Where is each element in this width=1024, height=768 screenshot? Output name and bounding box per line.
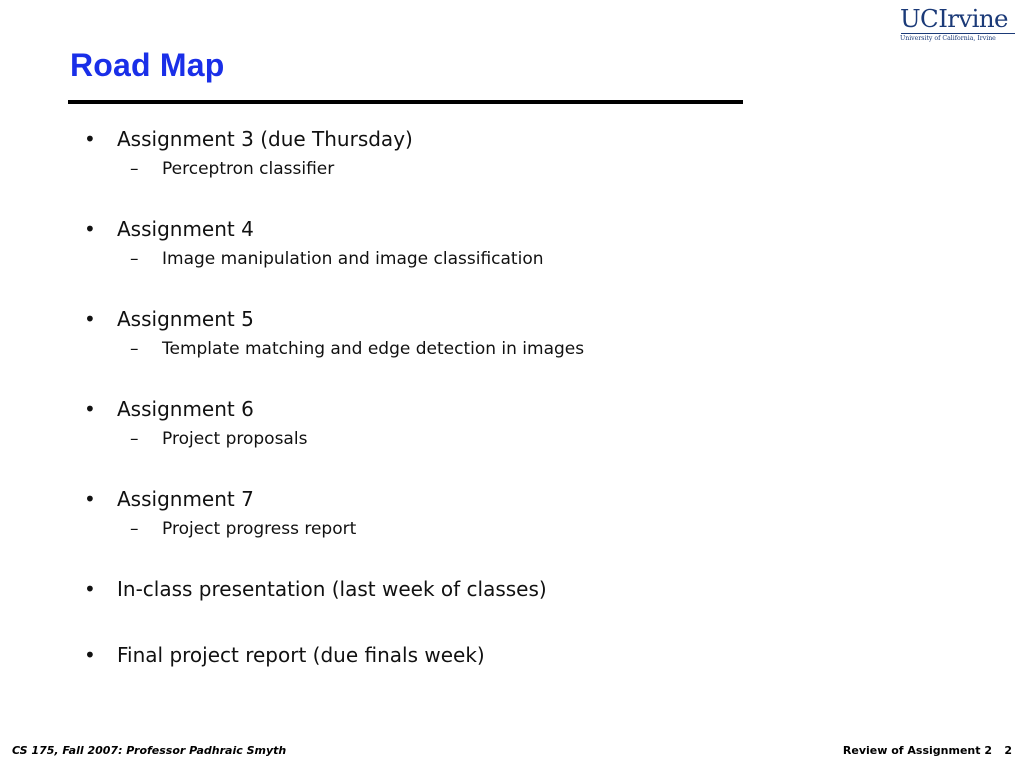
bullet-text: In-class presentation (last week of classes) bbox=[117, 577, 547, 601]
bullet-dot: • bbox=[84, 127, 96, 151]
bullet-dot: • bbox=[84, 307, 96, 331]
bullet-text: Assignment 4 bbox=[117, 217, 254, 241]
bullet-item bbox=[84, 643, 485, 667]
bullet-text: Assignment 7 bbox=[117, 487, 254, 511]
sub-bullet-item bbox=[130, 519, 356, 539]
logo-divider bbox=[901, 33, 1015, 34]
bullet-text: Final project report (due finals week) bbox=[117, 643, 485, 667]
slide-title: Road Map bbox=[70, 47, 225, 83]
footer-course: CS 175, Fall 2007: Professor Padhraic Smyth bbox=[12, 744, 287, 757]
bullet-text: Assignment 5 bbox=[117, 307, 254, 331]
bullet-item bbox=[84, 577, 547, 601]
bullet-item bbox=[84, 307, 254, 331]
bullet-item bbox=[84, 487, 254, 511]
bullet-dot: • bbox=[84, 217, 96, 241]
sub-bullet-dash: – bbox=[130, 249, 139, 269]
sub-bullet-item bbox=[130, 159, 334, 179]
uci-logo bbox=[900, 6, 1016, 48]
bullet-item bbox=[84, 127, 413, 151]
bullet-text: Assignment 3 (due Thursday) bbox=[117, 127, 413, 151]
title-underline bbox=[68, 100, 743, 104]
bullet-dot: • bbox=[84, 643, 96, 667]
bullet-text: Assignment 6 bbox=[117, 397, 254, 421]
bullet-item bbox=[84, 397, 254, 421]
bullet-dot: • bbox=[84, 397, 96, 421]
sub-bullet-item bbox=[130, 339, 584, 359]
sub-bullet-dash: – bbox=[130, 339, 139, 359]
logo-wordmark: UCIrvine bbox=[900, 4, 1008, 33]
page-number: 2 bbox=[1004, 744, 1012, 757]
sub-bullet-item bbox=[130, 249, 544, 269]
sub-bullet-dash: – bbox=[130, 519, 139, 539]
sub-bullet-text: Project progress report bbox=[162, 519, 357, 539]
sub-bullet-dash: – bbox=[130, 159, 139, 179]
sub-bullet-text: Project proposals bbox=[162, 429, 308, 449]
sub-bullet-text: Template matching and edge detection in images bbox=[162, 339, 585, 359]
sub-bullet-text: Image manipulation and image classification bbox=[162, 249, 544, 269]
sub-bullet-text: Perceptron classifier bbox=[162, 159, 335, 179]
bullet-item bbox=[84, 217, 254, 241]
logo-subtitle: University of California, Irvine bbox=[900, 35, 996, 42]
footer-slide-label: Review of Assignment 2 bbox=[842, 744, 992, 757]
sub-bullet-item bbox=[130, 429, 307, 449]
bullet-dot: • bbox=[84, 577, 96, 601]
sub-bullet-dash: – bbox=[130, 429, 139, 449]
bullet-dot: • bbox=[84, 487, 96, 511]
